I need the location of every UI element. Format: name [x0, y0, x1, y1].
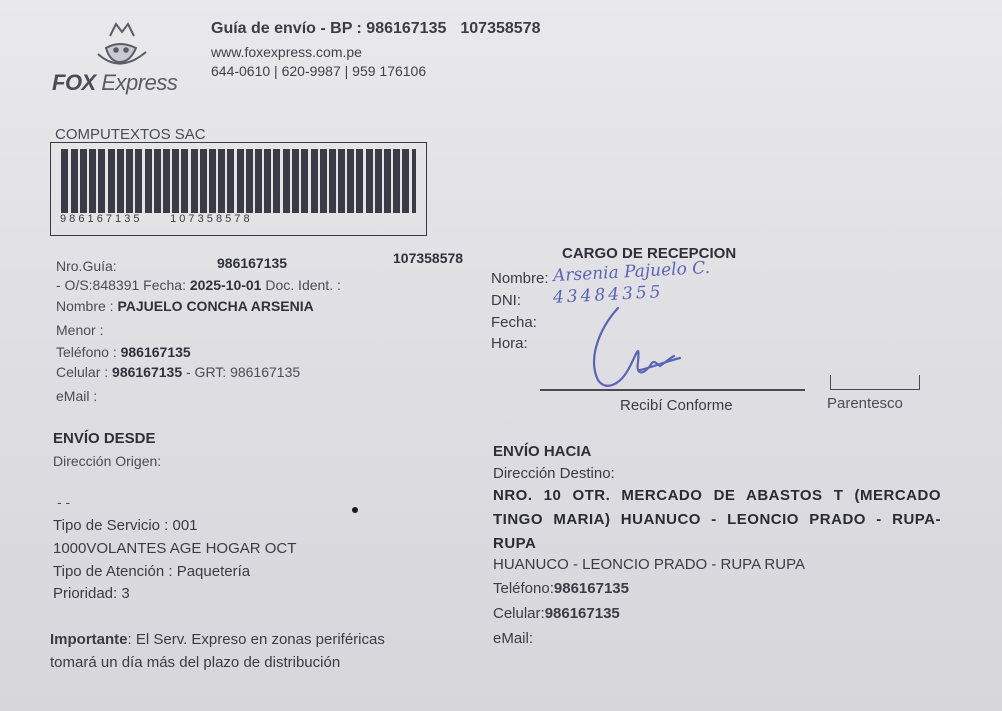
recipient-name: Nombre : PAJUELO CONCHA ARSENIA — [56, 298, 314, 314]
guide-number-code: 107358578 — [393, 250, 464, 266]
destination-address: NRO. 10 OTR. MERCADO DE ABASTOS T (MERCADO TINGO MARIA) HUANUCO - LEONCIO PRADO - RUPA-RUPA — [493, 487, 941, 552]
barcode-bar — [200, 149, 207, 213]
barcode-bar — [237, 149, 244, 213]
barcode-bar — [89, 149, 96, 213]
barcode-bars — [61, 149, 416, 213]
reception-title: CARGO DE RECEPCION — [562, 245, 737, 262]
barcode-bar — [181, 149, 188, 213]
barcode-bar — [320, 149, 327, 213]
barcode-bar — [273, 149, 280, 213]
important-notice: Importante: El Serv. Expreso en zonas periféricas — [50, 631, 385, 648]
barcode-bar — [412, 149, 416, 213]
reception-name-label: Nombre: — [491, 270, 549, 287]
reception-date-label: Fecha: — [491, 314, 537, 331]
barcode-bar — [154, 149, 161, 213]
barcode-bar — [338, 149, 345, 213]
barcode-bar — [356, 149, 363, 213]
barcode-bar — [292, 149, 299, 213]
barcode-bar — [255, 149, 262, 213]
phone-numbers: 644-0610 | 620-9987 | 959 176106 — [211, 63, 427, 79]
important-notice-line2: tomará un día más del plazo de distribución — [50, 654, 341, 671]
origin-address-label: Dirección Origen: — [53, 453, 162, 469]
barcode-bar — [98, 149, 105, 213]
barcode — [50, 142, 427, 236]
reception-time-label: Hora: — [491, 335, 528, 352]
barcode-bar — [366, 149, 373, 213]
recipient-mobile: Celular : 986167135 - GRT: 986167135 — [56, 364, 301, 380]
priority: Prioridad: 3 — [53, 585, 130, 602]
destination-district: HUANUCO - LEONCIO PRADO - RUPA RUPA — [493, 556, 805, 573]
guide-number-value: 986167135 — [217, 255, 288, 271]
sender-company: COMPUTEXTOS SAC — [55, 126, 206, 143]
barcode-bar — [283, 149, 290, 213]
barcode-bar — [264, 149, 271, 213]
order-date-line: - O/S:848391 Fecha: 2025-10-01 Doc. Ident. : — [56, 277, 341, 293]
destination-address-label: Dirección Destino: — [493, 465, 615, 482]
origin-address-dashes: - - — [57, 494, 71, 510]
reception-dni-label: DNI: — [491, 292, 521, 309]
signature-caption: Recibí Conforme — [620, 397, 733, 414]
barcode-bar — [311, 149, 318, 213]
guide-number-label: Nro.Guía: — [56, 258, 117, 274]
barcode-bar — [108, 149, 115, 213]
barcode-bar — [135, 149, 142, 213]
minor-label: Menor : — [56, 322, 104, 338]
service-description: 1000VOLANTES AGE HOGAR OCT — [53, 540, 297, 557]
ink-dot — [352, 507, 358, 513]
attention-type: Tipo de Atención : Paquetería — [53, 563, 251, 580]
barcode-bar — [71, 149, 78, 213]
barcode-bar — [227, 149, 234, 213]
signature-icon — [580, 300, 690, 395]
barcode-bar — [375, 149, 382, 213]
barcode-bar — [172, 149, 179, 213]
brand-name: FOX Express — [52, 70, 178, 95]
barcode-bar — [61, 149, 68, 213]
barcode-digits: 9 8 6 1 6 7 1 3 5 1 0 7 3 5 8 5 7 8 — [60, 213, 250, 225]
barcode-bar — [126, 149, 133, 213]
recipient-email: eMail : — [56, 388, 98, 404]
destination-phone: Teléfono:986167135 — [493, 580, 629, 597]
barcode-bar — [246, 149, 253, 213]
relationship-label: Parentesco — [827, 395, 903, 412]
barcode-bar — [402, 149, 409, 213]
website: www.foxexpress.com.pe — [211, 44, 362, 60]
destination-section-title: ENVÍO HACIA — [493, 443, 592, 460]
barcode-bar — [191, 149, 198, 213]
barcode-bar — [347, 149, 354, 213]
barcode-bar — [163, 149, 170, 213]
recipient-phone: Teléfono : 986167135 — [56, 344, 191, 360]
service-type: Tipo de Servicio : 001 — [53, 517, 198, 534]
origin-section-title: ENVÍO DESDE — [53, 430, 156, 447]
barcode-bar — [329, 149, 336, 213]
destination-email: eMail: — [493, 630, 534, 647]
relationship-box — [830, 375, 920, 390]
barcode-bar — [384, 149, 391, 213]
barcode-bar — [393, 149, 400, 213]
guide-title: Guía de envío - BP : 986167135 107358578 — [211, 20, 541, 37]
barcode-bar — [218, 149, 225, 213]
handwritten-dni: 43484355 — [552, 282, 664, 308]
handwritten-name: Arsenia Pajuelo C. — [552, 257, 711, 287]
barcode-bar — [117, 149, 124, 213]
barcode-bar — [145, 149, 152, 213]
barcode-bar — [301, 149, 308, 213]
barcode-bar — [209, 149, 216, 213]
signature-line — [540, 389, 805, 391]
barcode-bar — [80, 149, 87, 213]
destination-mobile: Celular:986167135 — [493, 605, 620, 622]
